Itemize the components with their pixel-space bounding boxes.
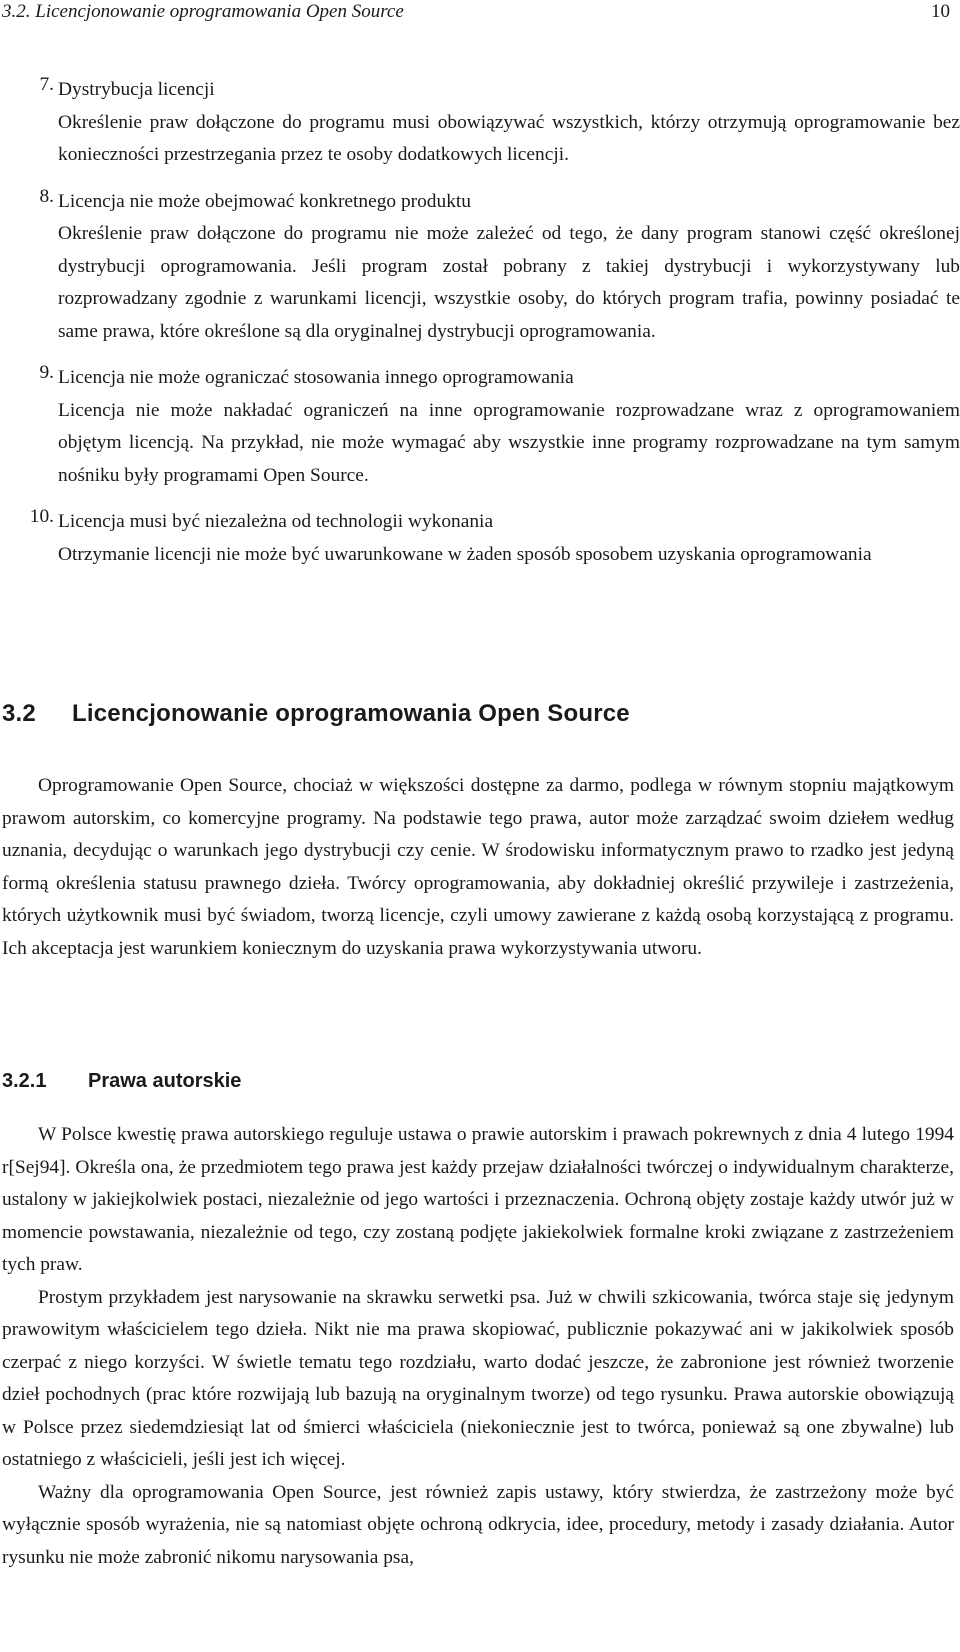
list-item-title: Licencja musi być niezależna od technologii wykonania [58,511,494,532]
page-number: 10 [931,1,950,22]
list-item-number: 9. [39,362,54,383]
list-item [24,362,960,492]
numbered-list [24,74,960,585]
list-item-text: Określenie praw dołączone do programu musi obowiązywać wszystkich, którzy otrzymują oprogramowanie bez konieczności przestrzegania przez te osoby dodatkowych licencji. [58,111,960,165]
list-item [24,506,960,571]
section-title: Licencjonowanie oprogramowania Open Source [72,700,630,727]
subsection-heading [2,1070,241,1093]
list-item [24,186,960,349]
section-body [2,770,954,965]
list-item-title: Licencja nie może obejmować konkretnego produktu [58,190,471,212]
running-title: 3.2. Licencjonowanie oprogramowania Open Source [2,1,404,22]
list-item-number: 10. [29,506,54,527]
list-item-text: Otrzymanie licencji nie może być uwarunkowane w żaden sposób sposobem uzyskania oprogramowania [58,543,872,565]
paragraph: Ważny dla oprogramowania Open Source, jest również zapis ustawy, który stwierdza, że zastrzeżony może być wyłącznie sposób wyrażenia, nie są natomiast objęte ochroną odkrycia, idee, procedury, metody i zasady działania. Autor rysunku nie może zabronić nikomu narysowania psa, [2,1481,954,1568]
list-item-title: Dystrybucja licencji [58,79,215,100]
list-item-number: 8. [39,185,54,207]
subsection-title: Prawa autorskie [88,1070,242,1092]
section-number: 3.2 [2,700,36,727]
list-item-title: Licencja nie może ograniczać stosowania innego oprogramowania [58,367,574,388]
paragraph: Prostym przykładem jest narysowanie na skrawku serwetki psa. Już w chwili szkicowania, twórca staje się jedynym prawowitym właścicielem tego dzieła. Nikt nie ma prawa skopiować, publicznie pokazywać ani w jakikolwiek sposób czerpać z niego korzyści. W świetle tematu tego rozdziału, warto dodać jeszcze, że zabronione jest również tworzenie dzieł pochodnych (prac które rozwijają lub bazują na oryginalnym tworze) od tego rysunku. Prawa autorskie obowiązują w Polsce przez siedemdziesiąt lat od śmierci właściciela (niekoniecznie jest to twórca, ponieważ są one zbywalne) lub ostatniego z właścicieli, jeśli jest ich więcej. [2,1286,954,1470]
list-item [24,74,960,172]
subsection-number: 3.2.1 [2,1070,47,1092]
running-header [2,0,950,24]
paragraph: W Polsce kwestię prawa autorskiego reguluje ustawa o prawie autorskim i prawach pokrewnych z dnia 4 lutego 1994 r[Sej94]. Określa ona, że przedmiotem tego prawa jest każdy przejaw działalności twórczej o indywidualnym charakterze, ustalony w jakiejkolwiek postaci, niezależnie od jego wartości i przeznaczenia. Ochroną objęty zostaje każdy utwór już w momencie powstawania, niezależnie od tego, czy zostaną podjęte jakiekolwiek formalne kroki związane z zastrzeżeniem tych praw. [2,1124,954,1275]
list-item-text: Określenie praw dołączone do programu nie może zależeć od tego, że dany program stanowi część określonej dystrybucji oprogramowania. Jeśli program został pobrany z takiej dystrybucji i wykorzystywany lub rozprowadzany zgodnie z warunkami licencji, wszystkie osoby, do których program trafia, powinny posiadać te same prawa, które określone są dla oryginalnej dystrybucji oprogramowania. [58,223,960,342]
section-heading [2,700,630,728]
list-item-number: 7. [39,74,54,95]
subsection-body [2,1119,954,1574]
paragraph: Oprogramowanie Open Source, chociaż w większości dostępne za darmo, podlega w równym stopniu majątkowym prawom autorskim, co komercyjne programy. Na podstawie tego prawa, autor może zarządzać swoim dziełem według uznania, decydując o warunkach jego dystrybucji czy cenie. W środowisku informatycznym prawo to rzadko jest jedyną formą określenia statusu prawnego dzieła. Twórcy oprogramowania, aby dokładniej określić przywileje i zastrzeżenia, których użytkownik musi być świadom, tworzą licencje, czyli umowy zawierane z każdą osobą korzystającą z programu. Ich akceptacja jest warunkiem koniecznym do uzyskania prawa wykorzystywania utworu. [2,775,954,959]
list-item-text: Licencja nie może nakładać ograniczeń na inne oprogramowanie rozprowadzane wraz z oprogramowaniem objętym licencją. Na przykład, nie może wymagać aby wszystkie inne programy rozprowadzane na tym samym nośniku były programami Open Source. [58,399,960,486]
